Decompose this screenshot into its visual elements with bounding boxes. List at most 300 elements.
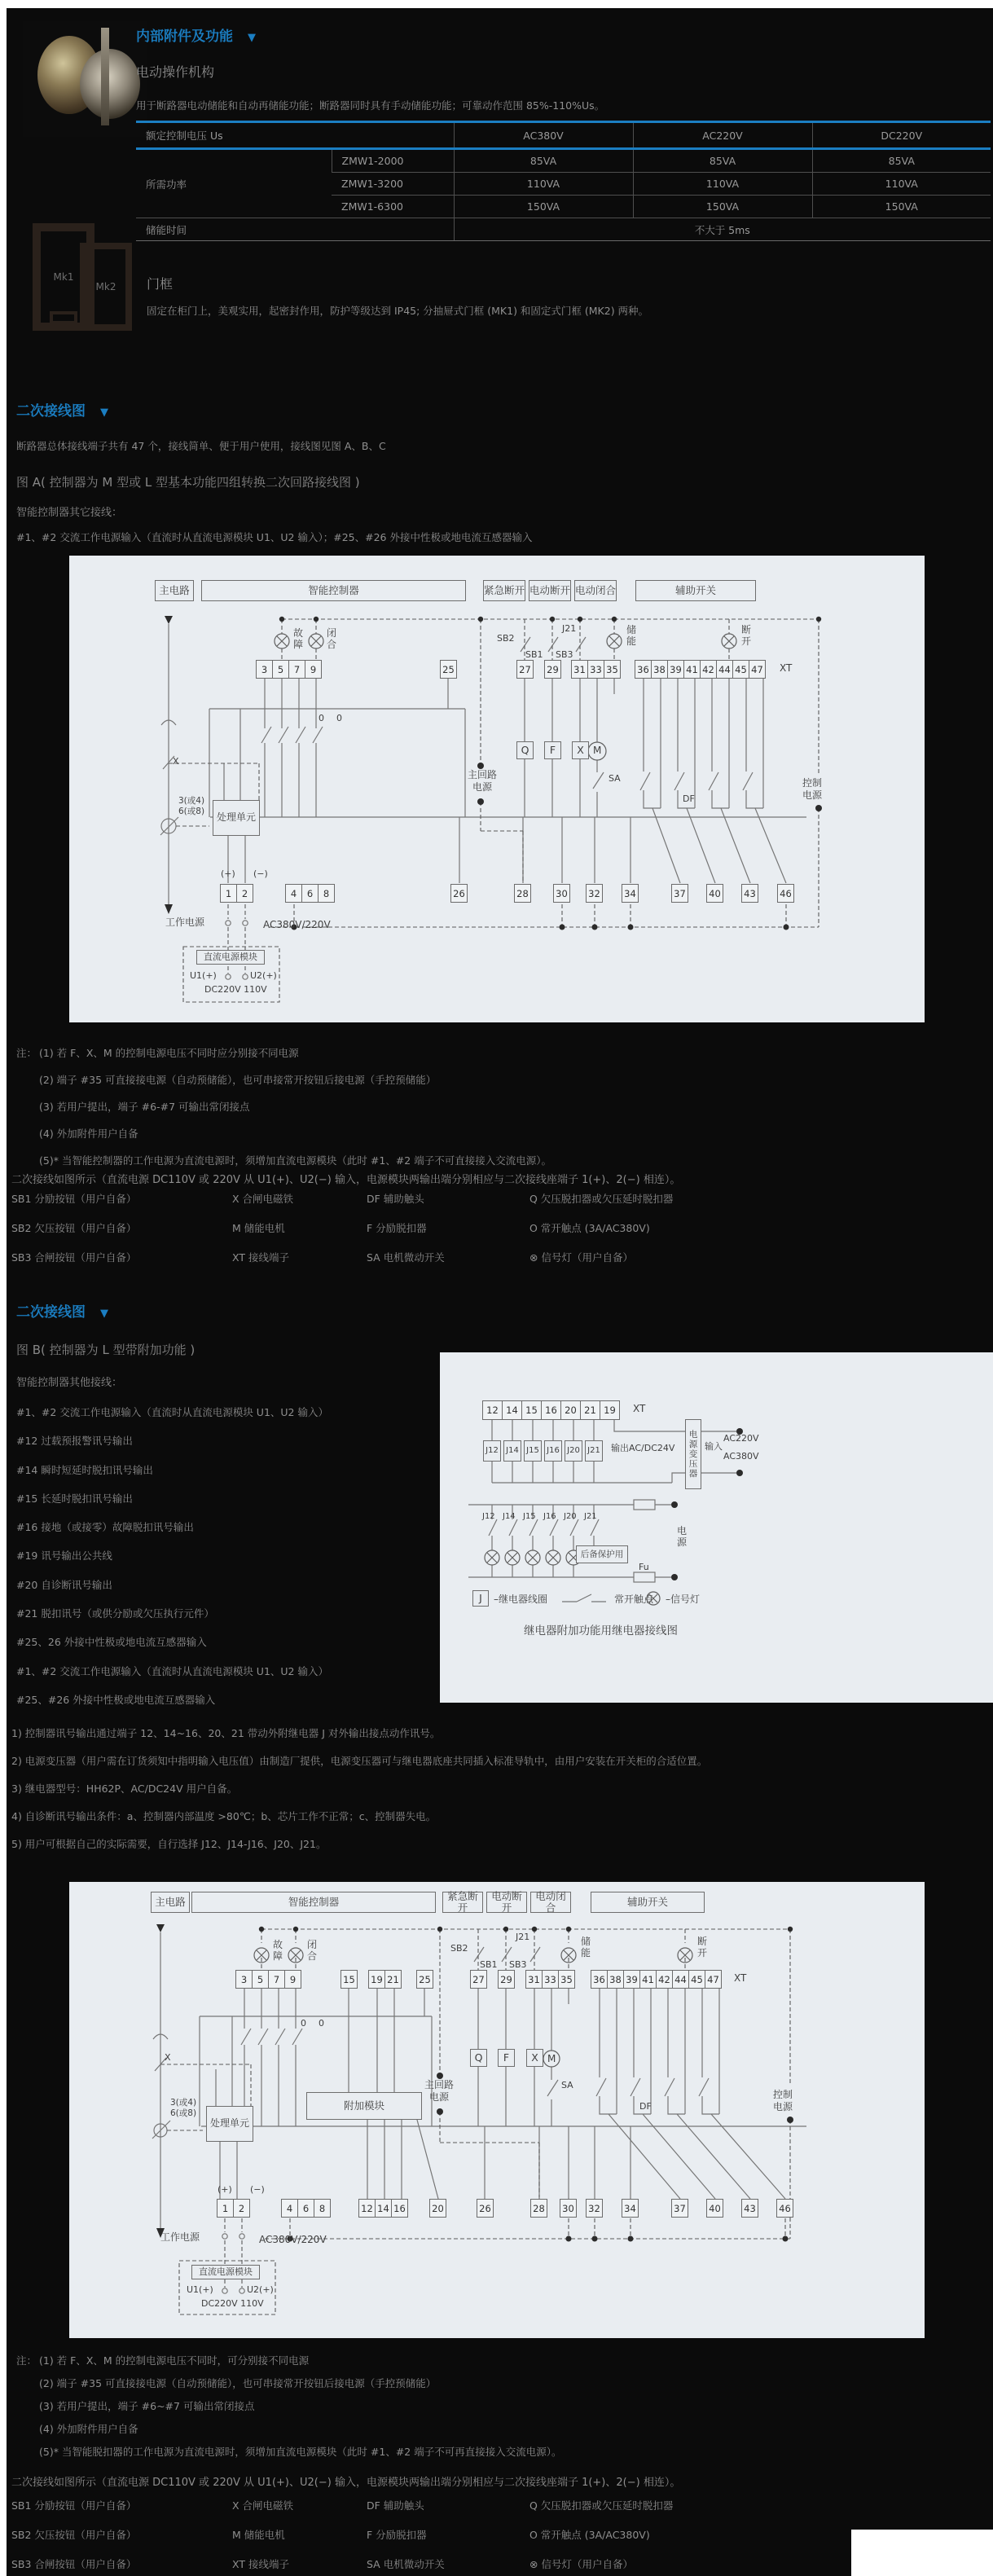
legend-cell: O 常开触点 (3A/AC380V) — [529, 2529, 650, 2541]
value-cell: 85VA — [454, 149, 633, 173]
dc-voltage-label: DC220V 110V — [201, 2298, 264, 2309]
terminal-cell: 4 — [285, 884, 302, 903]
legend-cell: F 分励脱扣器 — [367, 1222, 427, 1234]
wiring-note-c: 二次接线如图所示（直流电源 DC110V 或 220V 从 U1(+)、U2(−) 输入，电源模块两输出端分别相应与二次接线座端子 1(+)、2(−) 相连）。 — [11, 2477, 681, 2489]
ac-voltage-label: AC380V/220V — [263, 919, 331, 930]
work-power-label: 工作电源 — [165, 917, 205, 928]
legend-cell: SA 电机微动开关 — [367, 1251, 445, 1264]
terminal-cell: 20 — [560, 1400, 581, 1420]
note-line: (1) 若 F、X、M 的控制电源电压不同时应分别接不同电源 — [39, 1047, 299, 1059]
note-line: (3) 若用户提出，端子 #6~#7 可输出常闭接点 — [39, 2400, 255, 2412]
legend-cell: SB2 欠压按钮（用户自备） — [11, 1222, 137, 1234]
terminal-cell: 44 — [672, 1970, 689, 1989]
x-coil-box: X — [572, 741, 589, 759]
legend-cell: Q 欠压脱扣器或欠压延时脱扣器 — [529, 1193, 674, 1205]
numbered-note-line: 2) 电源变压器（用户需在订货须知中指明输入电压值）由制造厂提供，电源变压器可与继电器底座共同插入标准导轨中，由用户安装在开关柜的合适位置。 — [11, 1755, 708, 1767]
terminal-cell: 5 — [252, 1970, 269, 1989]
other-wiring-label: 智能控制器其它接线： — [16, 507, 123, 519]
diagram-b — [440, 1352, 993, 1703]
terminal-group-aux — [591, 1970, 722, 1989]
terminal-group-313335 — [525, 1970, 575, 1989]
storage-time-label: 储能时间 — [136, 218, 454, 241]
terminal-cell: 47 — [749, 660, 766, 679]
legend-row — [11, 2556, 985, 2576]
u2-label: U2(+) — [250, 970, 277, 981]
terminal-cell: 1 — [220, 884, 237, 903]
sa-label: SA — [561, 2080, 573, 2090]
legend-cell: SB1 分励按钮（用户自备） — [11, 1193, 137, 1205]
sb2-label: SB2 — [450, 1943, 468, 1954]
terminal-37: 37 — [671, 2199, 688, 2218]
sb3-label: SB3 — [509, 1959, 527, 1970]
terminal-function-line: #25、#26 外接中性极或地电流互感器输入 — [16, 1693, 216, 1706]
legend-cell: SA 电机微动开关 — [367, 2558, 445, 2570]
ac380-label: AC380V — [723, 1451, 759, 1462]
terminal-group-3579 — [256, 660, 322, 679]
terminal-cell: 35 — [558, 1970, 575, 1989]
fault-lamp-label: 故障 — [292, 627, 303, 650]
relay-coil-box: J21 — [585, 1440, 603, 1462]
work-power-label: 工作电源 — [160, 2231, 200, 2243]
relay-coil-box: J12 — [483, 1440, 501, 1462]
terminal-cell: 14 — [502, 1400, 522, 1420]
terminal-function-line: #14 瞬时短延时脱扣讯号输出 — [16, 1463, 153, 1476]
terminal-40: 40 — [706, 884, 723, 903]
legend-j-box: J — [472, 1590, 489, 1607]
legend-cell: ⊗ 信号灯（用户自备） — [529, 1251, 633, 1264]
section-header-wiring-2 — [16, 1300, 108, 1321]
terminal-25: 25 — [416, 1970, 433, 1989]
note-line: (5)* 当智能控制器的工作电源为直流电源时，须增加直流电源模块（此时 #1、#2 端子不可直接接入交流电源）。 — [39, 1154, 551, 1167]
terminal-34: 34 — [622, 884, 639, 903]
terminal-cell: 8 — [318, 884, 335, 903]
terminal-43: 43 — [741, 884, 758, 903]
legend-cell: DF 辅助触头 — [367, 1193, 424, 1205]
x-coil-box: X — [526, 2049, 543, 2067]
terminal-group-1921 — [368, 1970, 402, 1989]
section-header-text: 二次接线图 — [16, 1304, 86, 1321]
terminal-cell: 19 — [368, 1970, 385, 1989]
value-cell: 150VA — [633, 196, 812, 218]
zero-label: 0 — [319, 713, 324, 723]
close-lamp-label: 闭合 — [306, 1939, 317, 1962]
terminal-cell: 21 — [384, 1970, 402, 1989]
table-header-voltage: 额定控制电压 Us — [136, 122, 454, 149]
terminal-30: 30 — [553, 884, 570, 903]
terminal-function-line: #20 自诊断讯号输出 — [16, 1578, 112, 1591]
relay-coil-box: J14 — [503, 1440, 521, 1462]
legend-coil-label: –继电器线圈 — [494, 1594, 548, 1605]
motor-mechanism-title: 电动操作机构 — [136, 64, 215, 80]
ct-label-2: 6(或8) — [170, 2108, 197, 2118]
control-voltage-table — [136, 121, 991, 241]
terminal-cell: 2 — [236, 884, 253, 903]
terminal-cell: 47 — [705, 1970, 722, 1989]
terminal-cell: 33 — [542, 1970, 559, 1989]
terminal-group-313335 — [571, 660, 621, 679]
main-circuit-box: 主电路 — [155, 580, 194, 601]
ac-voltage-label: AC380V/220V — [259, 2234, 327, 2245]
motor-open-box: 电动断开 — [486, 1892, 527, 1913]
diagram-c — [69, 1882, 925, 2338]
dc-module-box: 直流电源模块 — [196, 950, 265, 965]
plus-label: (+) — [221, 868, 235, 879]
other-wiring-label-b: 智能控制器其他接线： — [16, 1377, 123, 1389]
note-line: (4) 外加附件用户自备 — [39, 2423, 138, 2435]
legend-cell: XT 接线端子 — [232, 1251, 289, 1264]
terminal-group-12 — [220, 884, 253, 903]
section-header-text: 内部附件及功能 — [136, 29, 233, 45]
terminal-cell: 42 — [656, 1970, 673, 1989]
model-cell: ZMW1-3200 — [332, 173, 454, 196]
note-line: (1) 若 F、X、M 的控制电源电压不同时，可分别接不同电源 — [39, 2354, 310, 2367]
sb3-label: SB3 — [556, 649, 573, 660]
triangle-down-icon: ▼ — [100, 1308, 108, 1320]
j21-label: J21 — [562, 623, 577, 634]
note-line: (5)* 当智能脱扣器的工作电源为直流电源时，须增加直流电源模块（此时 #1、#2 端子不可再直接接入交流电源）。 — [39, 2446, 562, 2458]
legend-lamp-label: –信号灯 — [666, 1594, 701, 1605]
terminal-30: 30 — [560, 2199, 577, 2218]
terminal-28: 28 — [530, 2199, 547, 2218]
terminal-function-line: #16 接地（或接零）故障脱扣讯号输出 — [16, 1521, 194, 1534]
dc-module-box: 直流电源模块 — [191, 2265, 260, 2279]
store-lamp-label: 储能 — [626, 624, 636, 647]
terminal-cell: 14 — [375, 2199, 392, 2218]
terminal-cell: 16 — [541, 1400, 561, 1420]
legend-cell: Q 欠压脱扣器或欠压延时脱扣器 — [529, 2499, 674, 2512]
terminal-cell: 6 — [301, 884, 319, 903]
terminal-15: 15 — [341, 1970, 358, 1989]
table-header-dc220: DC220V — [812, 122, 991, 149]
photo-gear-shape — [80, 49, 140, 119]
legend-row — [11, 1220, 985, 1250]
terminal-function-line: #19 讯号输出公共线 — [16, 1550, 112, 1563]
emergency-open-box: 紧急断开 — [442, 1892, 483, 1913]
control-power-label: 控制电源 — [802, 777, 822, 801]
table-row — [136, 149, 991, 173]
terminal-cell: 12 — [358, 2199, 376, 2218]
power-label: 电源 — [676, 1525, 687, 1548]
motor-m-label: M — [547, 2053, 556, 2064]
terminal-43: 43 — [741, 2199, 758, 2218]
close-lamp-label: 闭合 — [326, 627, 336, 650]
legend-c — [11, 2498, 985, 2576]
contact-label: J21 — [584, 1512, 597, 1521]
sb1-label: SB1 — [525, 649, 543, 660]
xt-label: XT — [734, 1972, 747, 1984]
terminal-group-468 — [285, 884, 335, 903]
note-line: (3) 若用户提出，端子 #6-#7 可输出常闭接点 — [39, 1101, 250, 1113]
terminal-34: 34 — [622, 2199, 639, 2218]
numbered-note-line: 4) 自诊断讯号输出条件：a、控制器内部温度 >80℃；b、芯片工作不正常；c、控制器失电。 — [11, 1810, 437, 1822]
terminal-cell: 12 — [482, 1400, 503, 1420]
legend-row — [11, 1250, 985, 1279]
door-frame-mk2 — [80, 243, 132, 331]
terminal-26: 26 — [477, 2199, 494, 2218]
terminal-cell: 3 — [235, 1970, 253, 1989]
model-cell: ZMW1-6300 — [332, 196, 454, 218]
terminal-cell: 1 — [217, 2199, 234, 2218]
terminal-cell: 7 — [268, 1970, 285, 1989]
value-cell: 85VA — [633, 149, 812, 173]
terminal-32: 32 — [586, 2199, 603, 2218]
fault-lamp-label: 故障 — [272, 1939, 283, 1962]
open-lamp-label: 断开 — [740, 624, 751, 647]
dc-voltage-label: DC220V 110V — [204, 984, 267, 995]
terminal-cell: 36 — [591, 1970, 608, 1989]
terminal-cell: 39 — [623, 1970, 640, 1989]
terminal-cell: 41 — [683, 660, 701, 679]
store-lamp-label: 储能 — [580, 1936, 591, 1958]
terminal-function-line: #1、#2 交流工作电源输入（直流时从直流电源模块 U1、U2 输入） — [16, 1406, 328, 1418]
relay-coil-box: J16 — [544, 1440, 562, 1462]
terminal-cell: 31 — [571, 660, 588, 679]
minus-label: (−) — [253, 868, 268, 879]
legend-cell: X 合闸电磁铁 — [232, 2499, 294, 2512]
note-line: (4) 外加附件用户自备 — [39, 1128, 138, 1140]
legend-cell: SB3 合闸按钮（用户自备） — [11, 1251, 137, 1264]
aux-switch-box: 辅助开关 — [635, 580, 756, 601]
main-power-label: 主回路电源 — [424, 2079, 454, 2103]
legend-cell: DF 辅助触头 — [367, 2499, 424, 2512]
terminal-group-aux — [635, 660, 766, 679]
plus-label: (+) — [217, 2184, 232, 2195]
power-label-cell: 所需功率 — [136, 149, 332, 218]
terminal-32: 32 — [586, 884, 603, 903]
backup-protection-box: 后备保护用 — [576, 1545, 628, 1563]
sb1-label: SB1 — [480, 1959, 498, 1970]
terminal-cell: 36 — [635, 660, 652, 679]
motor-close-box: 电动闭合 — [574, 580, 617, 601]
table-row-storage-time — [136, 218, 991, 241]
figure-a-title: 图 A( 控制器为 M 型或 L 型基本功能四组转换二次回路接线图 ) — [16, 475, 360, 490]
diagram-a — [69, 556, 925, 1022]
terminal-group-b — [482, 1400, 620, 1420]
processing-unit-box: 处理单元 — [213, 800, 260, 836]
legend-cell: M 储能电机 — [232, 2529, 285, 2541]
legend-cell: SB3 合闸按钮（用户自备） — [11, 2558, 137, 2570]
sb2-label: SB2 — [497, 633, 515, 644]
terminal-46: 46 — [776, 2199, 793, 2218]
xt-label: XT — [780, 662, 793, 674]
terminal-cell: 31 — [525, 1970, 543, 1989]
fuse-label: Fu — [639, 1562, 649, 1572]
open-lamp-label: 断开 — [696, 1936, 707, 1958]
transformer-box: 电源变压器 — [685, 1419, 701, 1489]
terminal-cell: 39 — [667, 660, 684, 679]
q-release-box: Q — [470, 2049, 487, 2067]
u1-label: U1(+) — [190, 970, 217, 981]
terminal-29: 29 — [498, 1970, 515, 1989]
legend-row — [11, 2527, 985, 2556]
wiring-line-1: #1、#2 交流工作电源输入（直流时从直流电源模块 U1、U2 输入）；#25、#26 外接中性极或地电流互感器输入 — [16, 531, 533, 543]
legend-no-contact-label: 常开触点 — [614, 1594, 654, 1605]
aux-switch-box: 辅助开关 — [591, 1892, 705, 1913]
value-cell: 110VA — [454, 173, 633, 196]
terminal-cell: 6 — [297, 2199, 314, 2218]
terminal-group-121416 — [358, 2199, 408, 2218]
controller-box: 智能控制器 — [201, 580, 466, 601]
terminal-cell: 41 — [639, 1970, 657, 1989]
f-release-box: F — [544, 741, 561, 759]
x-contact-label: X — [165, 2052, 171, 2063]
legend-row — [11, 1191, 985, 1220]
terminal-group-12 — [217, 2199, 250, 2218]
ct-label-1: 3(或4) — [170, 2098, 197, 2108]
emergency-open-box: 紧急断开 — [483, 580, 525, 601]
legend-cell: ⊗ 信号灯（用户自备） — [529, 2558, 633, 2570]
zero-label: 0 — [301, 2018, 306, 2029]
u1-label: U1(+) — [187, 2284, 213, 2295]
terminal-function-line: #25、26 外接中性极或地电流互感器输入 — [16, 1636, 207, 1649]
terminal-40: 40 — [706, 2199, 723, 2218]
note-line: (2) 端子 #35 可直接接电源（自动预储能），也可串接常开按钮后接电源（手控预储能） — [39, 2377, 437, 2389]
legend-cell: SB2 欠压按钮（用户自备） — [11, 2529, 137, 2541]
table-header-row — [136, 122, 991, 149]
control-power-label: 控制电源 — [772, 2089, 793, 2112]
triangle-down-icon: ▼ — [100, 407, 108, 419]
frame-slot — [50, 311, 77, 324]
terminal-cell: 5 — [272, 660, 289, 679]
legend-cell: XT 接线端子 — [232, 2558, 289, 2570]
terminal-28: 28 — [514, 884, 531, 903]
terminal-cell: 44 — [716, 660, 733, 679]
terminal-function-line: #21 脱扣讯号（或供分励或欠压执行元件） — [16, 1607, 214, 1620]
terminal-cell: 15 — [521, 1400, 542, 1420]
terminal-29: 29 — [544, 660, 561, 679]
terminal-function-line: #1、#2 交流工作电源输入（直流时从直流电源模块 U1、U2 输入） — [16, 1664, 328, 1677]
u2-label: U2(+) — [247, 2284, 274, 2295]
terminal-cell: 33 — [587, 660, 604, 679]
df-label: DF — [683, 793, 695, 804]
terminal-cell: 45 — [688, 1970, 705, 1989]
contact-label: J16 — [543, 1512, 556, 1521]
value-cell: 110VA — [812, 173, 991, 196]
notes-label: 注： — [16, 1047, 37, 1059]
terminal-cell: 9 — [284, 1970, 301, 1989]
value-cell: 85VA — [812, 149, 991, 173]
legend-cell: X 合闸电磁铁 — [232, 1193, 294, 1205]
x-contact-label: X — [173, 756, 179, 767]
terminal-function-list — [16, 1404, 328, 1721]
terminal-cell: 35 — [604, 660, 621, 679]
input-label: 输入 — [705, 1441, 723, 1452]
numbered-notes — [11, 1725, 707, 1864]
contact-label: J15 — [523, 1512, 536, 1521]
numbered-note-line: 1) 控制器讯号输出通过端子 12、14~16、20、21 带动外附继电器 J 对外输出接点动作讯号。 — [11, 1727, 441, 1739]
frame-label: Mk1 — [53, 271, 74, 283]
frame-label: Mk2 — [95, 281, 116, 292]
notes-list-a — [39, 1045, 551, 1180]
terminal-cell: 16 — [391, 2199, 408, 2218]
figure-b-title: 图 B( 控制器为 L 型带附加功能 ) — [16, 1343, 196, 1357]
terminal-27: 27 — [470, 1970, 487, 1989]
sa-label: SA — [609, 773, 621, 784]
terminal-20: 20 — [429, 2199, 446, 2218]
section-header-internal — [136, 24, 256, 45]
terminal-group-468 — [281, 2199, 331, 2218]
terminal-cell: 3 — [256, 660, 273, 679]
motor-m-label: M — [593, 745, 602, 756]
legend-cell: F 分励脱扣器 — [367, 2529, 427, 2541]
relay-coil-box: J20 — [565, 1440, 582, 1462]
table-header-ac220: AC220V — [633, 122, 812, 149]
page-corner — [851, 2530, 993, 2576]
processing-unit-box: 处理单元 — [206, 2106, 253, 2142]
zero-label: 0 — [336, 713, 342, 723]
notes-list-c — [39, 2353, 561, 2467]
relay-coil-box: J15 — [524, 1440, 542, 1462]
signal-lamp-icons — [275, 634, 736, 760]
terminal-cell: 9 — [305, 660, 322, 679]
contact-label: J12 — [482, 1512, 495, 1521]
legend-cell: M 储能电机 — [232, 1222, 285, 1234]
value-cell: 150VA — [812, 196, 991, 218]
motor-open-box: 电动断开 — [529, 580, 571, 601]
ac220-label: AC220V — [723, 1433, 759, 1444]
terminal-function-line: #15 长延时脱扣讯号输出 — [16, 1492, 133, 1505]
motor-close-box: 电动闭合 — [530, 1892, 571, 1913]
output-label: 输出AC/DC24V — [611, 1443, 675, 1453]
legend-cell: SB1 分励按钮（用户自备） — [11, 2499, 137, 2512]
xt-label: XT — [633, 1403, 646, 1414]
terminal-cell: 8 — [314, 2199, 331, 2218]
f-release-box: F — [498, 2049, 515, 2067]
motor-mechanism-desc: 用于断路器电动储能和自动再储能功能；断路器同时具有手动储能功能；可靠动作范围 85%-110%Us。 — [136, 99, 605, 112]
terminal-group-3579 — [235, 1970, 301, 1989]
section-header-wiring-1 — [16, 399, 108, 420]
zero-label: 0 — [319, 2018, 324, 2029]
notes-label: 注： — [16, 2354, 37, 2367]
q-release-box: Q — [516, 741, 534, 759]
terminal-46: 46 — [777, 884, 794, 903]
storage-time-value: 不大于 5ms — [454, 218, 991, 241]
door-frame-title: 门框 — [147, 276, 174, 292]
motor-operator-photo — [23, 21, 147, 137]
main-power-label: 主回路电源 — [467, 769, 497, 793]
terminal-function-line: #12 过载预报警讯号输出 — [16, 1435, 133, 1448]
photo-bracket-shape — [101, 28, 109, 125]
numbered-note-line: 3) 继电器型号：HH62P、AC/DC24V 用户自备。 — [11, 1783, 238, 1795]
terminal-cell: 45 — [732, 660, 749, 679]
df-label: DF — [639, 2101, 652, 2112]
contact-label: J14 — [503, 1512, 516, 1521]
wiring-intro: 断路器总体接线端子共有 47 个，接线简单、便于用户使用，接线图见图 A、B、C — [16, 440, 386, 452]
numbered-note-line: 5) 用户可根据自己的实际需要，自行选择 J12、J14-J16、J20、J21。 — [11, 1838, 327, 1850]
terminal-25: 25 — [440, 660, 457, 679]
terminal-26: 26 — [450, 884, 468, 903]
terminal-cell: 38 — [651, 660, 668, 679]
note-line: (2) 端子 #35 可直接接电源（自动预储能），也可串接常开按钮后接电源（手控预储能） — [39, 1074, 437, 1086]
table-header-ac380: AC380V — [454, 122, 633, 149]
j21-label: J21 — [516, 1932, 530, 1942]
ct-label-1: 3(或4) — [178, 796, 205, 806]
legend-a — [11, 1191, 985, 1279]
legend-cell: O 常开触点 (3A/AC380V) — [529, 1222, 650, 1234]
minus-label: (−) — [250, 2184, 265, 2195]
wiring-note-a: 二次接线如图所示（直流电源 DC110V 或 220V 从 U1(+)、U2(−) 输入，电源模块两输出端分别相应与二次接线座端子 1(+)、2(−) 相连）。 — [11, 1174, 681, 1186]
terminal-cell: 4 — [281, 2199, 298, 2218]
contact-label: J20 — [564, 1512, 577, 1521]
terminal-cell: 2 — [233, 2199, 250, 2218]
terminal-cell: 38 — [607, 1970, 624, 1989]
door-frame-desc: 固定在柜门上，美观实用，起密封作用，防护等级达到 IP45; 分抽屉式门框 (MK1) 和固定式门框 (MK2) 两种。 — [147, 305, 649, 317]
diagram-b-caption: 继电器附加功能用继电器接线图 — [524, 1624, 678, 1637]
value-cell: 110VA — [633, 173, 812, 196]
terminal-37: 37 — [671, 884, 688, 903]
legend-row — [11, 2498, 985, 2527]
terminal-cell: 7 — [288, 660, 305, 679]
